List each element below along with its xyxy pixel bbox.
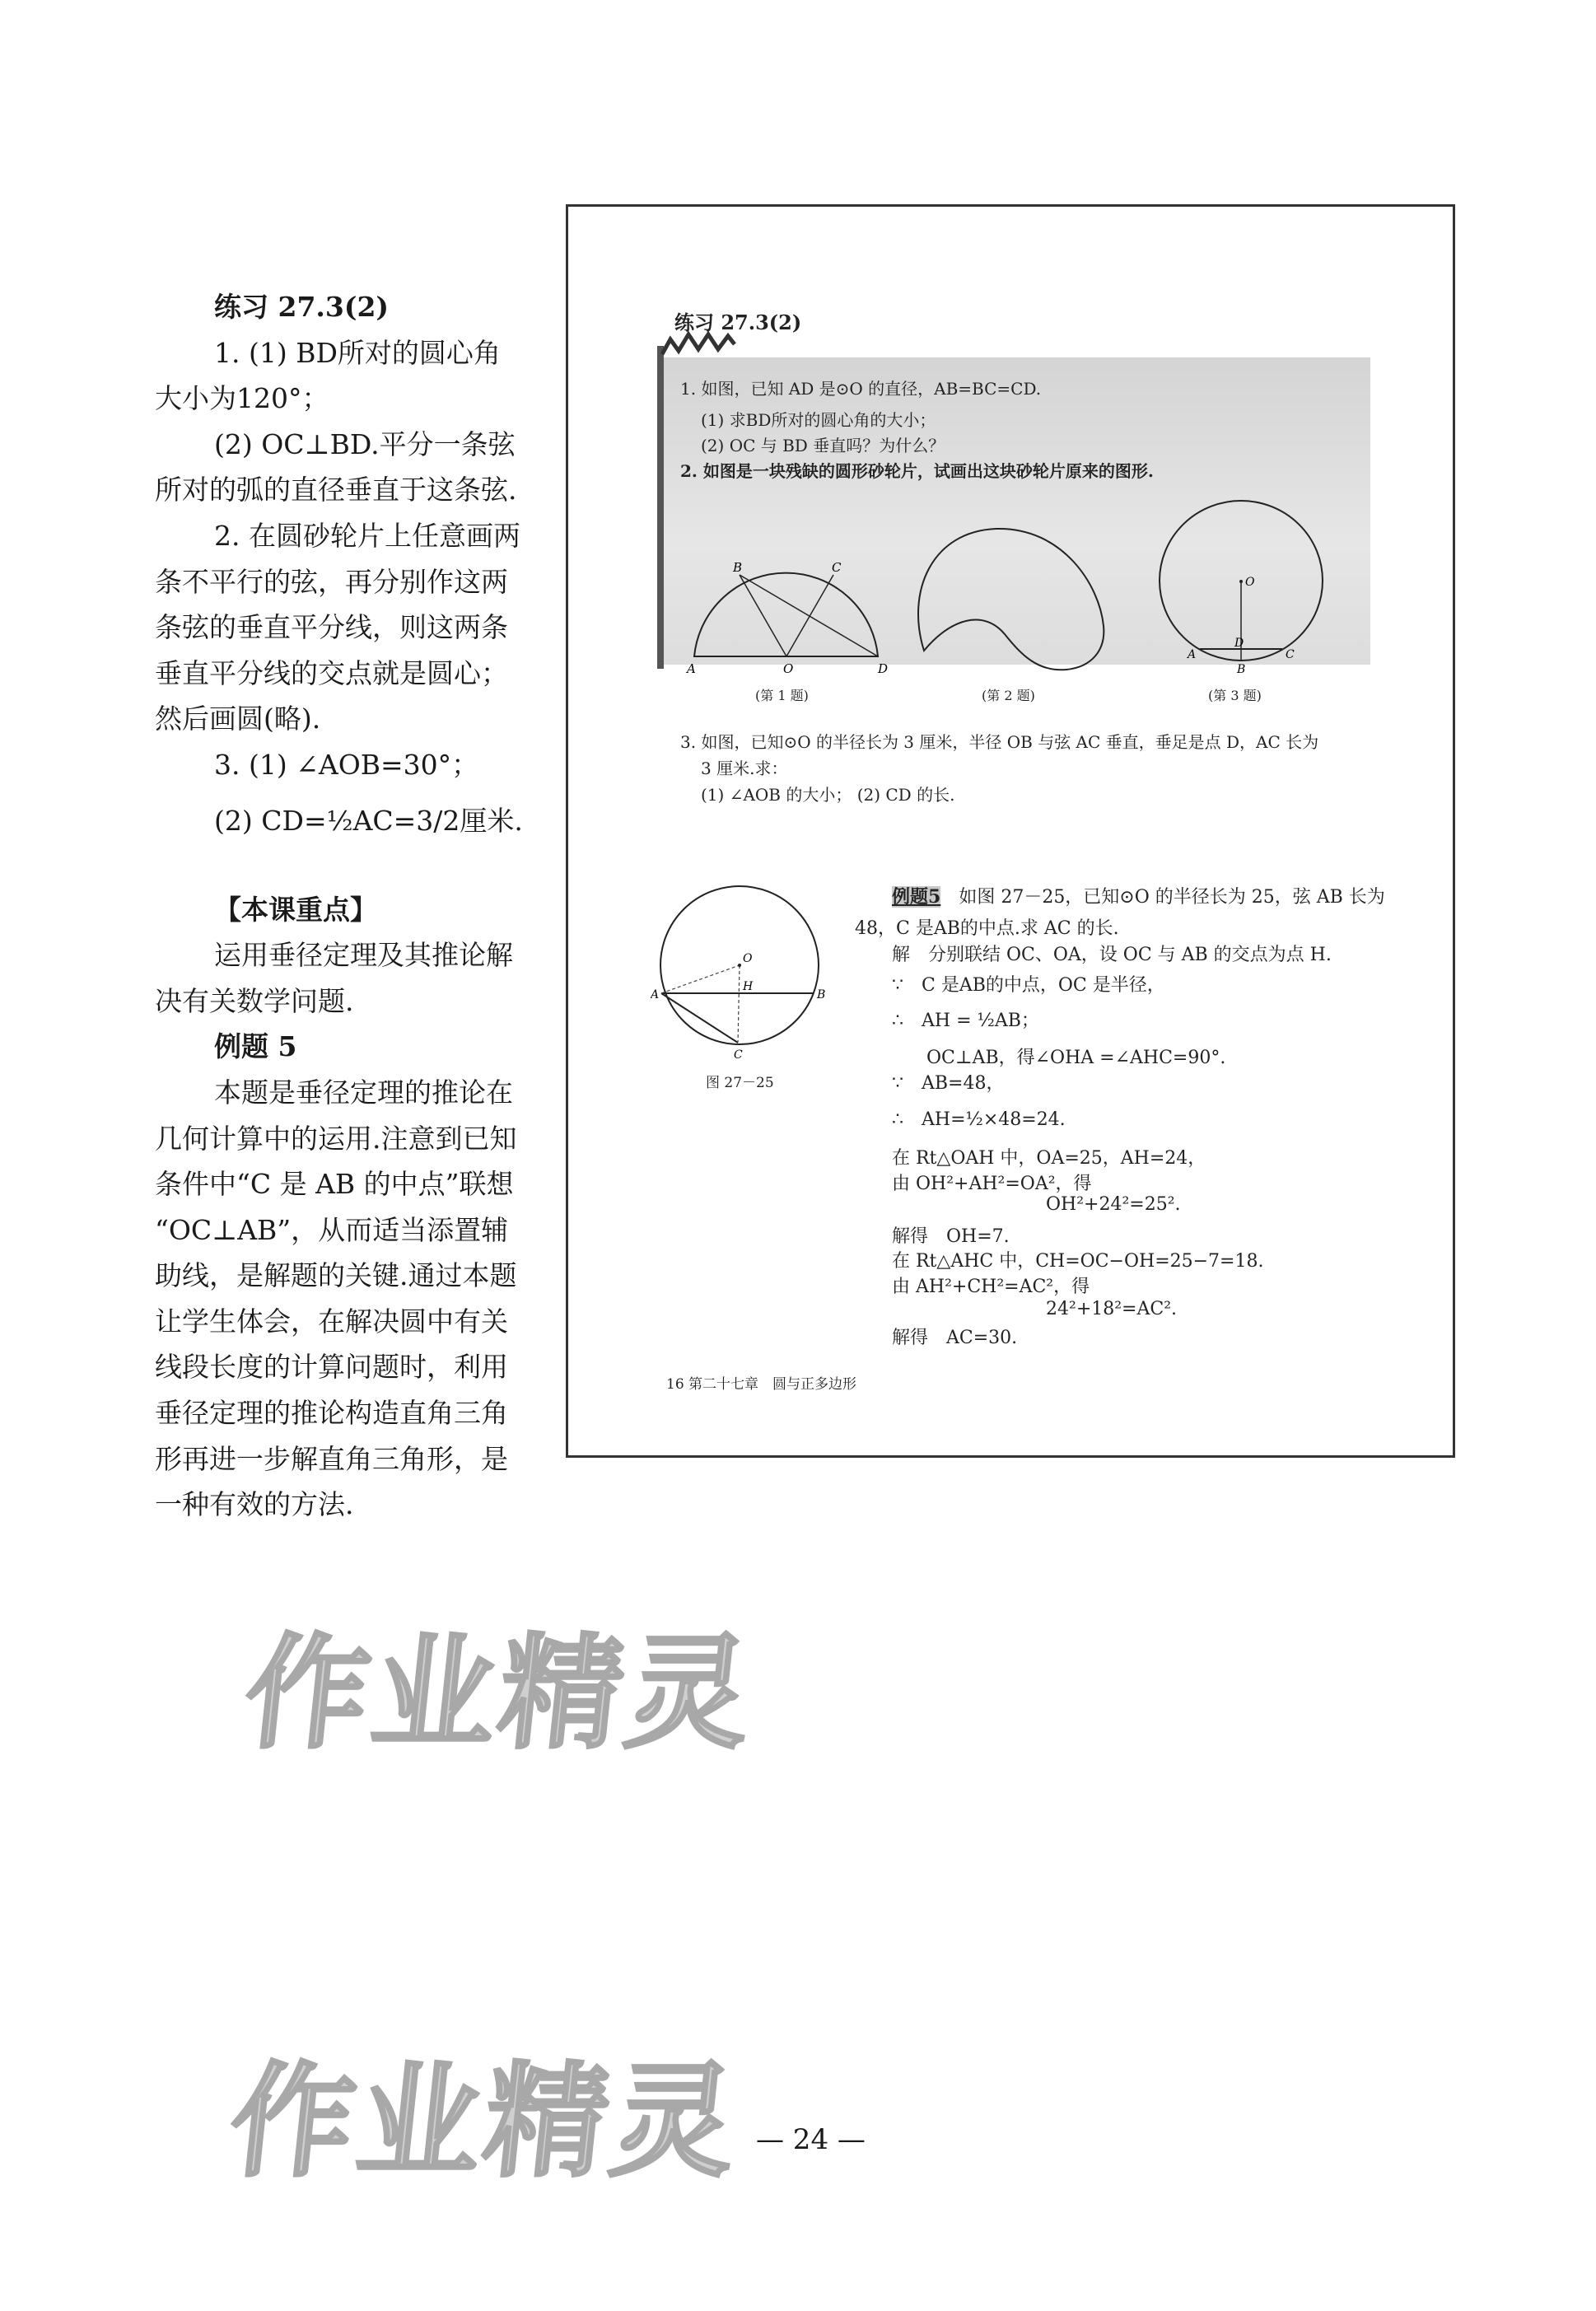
panel-bar xyxy=(657,346,664,669)
answer-line: 1. (1) BD所对的圆心角 xyxy=(214,336,501,369)
label-c: C xyxy=(734,1048,743,1062)
answer-column xyxy=(155,284,550,1528)
label-b: B xyxy=(733,560,743,575)
label-b: B xyxy=(817,988,826,1001)
solution-line: 解 分别联结 OC、OA，设 OC 与 AB 的交点为点 H. xyxy=(892,945,1332,965)
figure-caption: 图 27－25 xyxy=(706,1075,774,1091)
figure-2-broken-wheel xyxy=(914,519,1112,679)
example-line: 条件中“C 是 AB 的中点”联想 xyxy=(155,1168,514,1201)
inset-q1-part2: (2) OC 与 BD 垂直吗？为什么？ xyxy=(701,436,945,455)
solution-line: 在 Rt△OAH 中，OA=25，AH=24， xyxy=(892,1148,1206,1169)
label-a: A xyxy=(687,661,696,675)
label-o: O xyxy=(1245,576,1255,589)
caption-2: (第 2 题) xyxy=(982,688,1035,703)
caption-3: (第 3 题) xyxy=(1208,688,1262,703)
example-line: 让学生体会，在解决圆中有关 xyxy=(155,1305,508,1338)
label-d: D xyxy=(878,661,889,675)
figure-27-25 xyxy=(651,877,832,1067)
label-h: H xyxy=(743,980,754,993)
solution-line: OH²+24²=25². xyxy=(1046,1194,1181,1215)
caption-1: (第 1 题) xyxy=(755,688,809,703)
inset-exercise-title: 练习 27.3(2) xyxy=(674,310,802,334)
inset-page-footer: 16 第二十七章 圆与正多边形 xyxy=(666,1376,857,1393)
solution-line: ∵ C 是AB的中点，OC 是半径， xyxy=(892,975,1165,996)
example-line: 助线，是解题的关键.通过本题 xyxy=(155,1259,517,1292)
solution-line: ∴ AH=½×48=24. xyxy=(892,1109,1066,1130)
example-line: 几何计算中的运用.注意到已知 xyxy=(155,1122,517,1155)
solution-line: OC⊥AB，得∠OHA =∠AHC=90°. xyxy=(926,1048,1226,1068)
inset-q1-part1: (1) 求BD所对的圆心角的大小； xyxy=(701,410,936,430)
example-tag: 例题5 xyxy=(892,886,941,908)
label-o: O xyxy=(783,661,794,675)
key-line: 决有关数学问题. xyxy=(155,984,354,1017)
figure-1-semicircle xyxy=(675,552,898,675)
inset-q2: 2. 如图是一块残缺的圆形砂轮片，试画出这块砂轮片原来的图形. xyxy=(680,461,1154,481)
answer-line: 垂直平分线的交点就是圆心； xyxy=(155,656,508,689)
label-d: D xyxy=(1234,637,1244,650)
solution-line: 在 Rt△AHC 中，CH=OC−OH=25−7=18. xyxy=(892,1251,1264,1272)
answer-line: 条弦的垂直平分线，则这两条 xyxy=(155,611,508,644)
figure-3-circle xyxy=(1145,490,1334,679)
example-line: 线段长度的计算问题时，利用 xyxy=(155,1351,508,1384)
inset-q3-line1: 3. 如图，已知⊙O 的半径长为 3 厘米，半径 OB 与弦 AC 垂直，垂足是点 D，AC 长为 xyxy=(680,732,1319,752)
key-line: 运用垂径定理及其推论解 xyxy=(214,939,513,972)
example-statement xyxy=(892,883,1385,908)
label-c: C xyxy=(1286,648,1295,661)
answer-line: 大小为120°； xyxy=(155,382,329,415)
key-points-heading: 【本课重点】 xyxy=(214,893,377,926)
page-number: — 24 — xyxy=(756,2123,866,2156)
inset-q3-line2: 3 厘米.求： xyxy=(701,759,788,778)
example-line: 一种有效的方法. xyxy=(155,1488,354,1521)
example-line: 本题是垂径定理的推论在 xyxy=(214,1076,513,1109)
label-b: B xyxy=(1237,663,1246,676)
example-statement-2: 48，C 是AB的中点.求 AC 的长. xyxy=(855,918,1119,939)
answer-line: 所对的弧的直径垂直于这条弦. xyxy=(155,474,517,507)
solution-line: ∴ AH = ½AB； xyxy=(892,1011,1039,1031)
watermark: 作业精灵 xyxy=(223,2051,746,2194)
solution-line: 由 AH²+CH²=AC²，得 xyxy=(892,1277,1090,1297)
label-a: A xyxy=(1188,648,1197,661)
example-heading: 例题 5 xyxy=(214,1030,297,1063)
answer-line: (2) CD=½AC=3/2厘米. xyxy=(214,804,523,837)
solution-line: 24²+18²=AC². xyxy=(1046,1299,1178,1319)
answer-line: 条不平行的弦，再分别作这两 xyxy=(155,565,508,598)
solution-line: 解得 AC=30. xyxy=(892,1328,1018,1348)
answer-line: 3. (1) ∠AOB=30°； xyxy=(214,748,479,781)
example-line: 垂径定理的推论构造直角三角 xyxy=(155,1397,508,1430)
inset-q3-line3: (1) ∠AOB 的大小； (2) CD 的长. xyxy=(701,785,955,805)
watermark: 作业精灵 xyxy=(238,1622,761,1766)
example-text: 如图 27－25，已知⊙O 的半径长为 25，弦 AB 长为 xyxy=(959,887,1385,908)
solution-line: ∵ AB=48， xyxy=(892,1073,1005,1094)
answer-line: 2. 在圆砂轮片上任意画两 xyxy=(214,519,520,552)
label-c: C xyxy=(832,560,842,575)
answer-line: (2) OC⊥BD.平分一条弦 xyxy=(214,427,516,460)
solution-line: 解得 OH=7. xyxy=(892,1226,1010,1247)
example-line: “OC⊥AB”，从而适当添置辅 xyxy=(155,1213,509,1246)
inset-q1: 1. 如图，已知 AD 是⊙O 的直径，AB=BC=CD. xyxy=(680,379,1042,399)
label-a: A xyxy=(651,988,660,1001)
solution-line: 由 OH²+AH²=OA²，得 xyxy=(892,1174,1092,1194)
exercise-title: 练习 27.3(2) xyxy=(214,291,390,323)
answer-line: 然后画圆(略). xyxy=(155,703,321,735)
example-line: 形再进一步解直角三角形，是 xyxy=(155,1442,508,1475)
label-o: O xyxy=(743,952,753,965)
